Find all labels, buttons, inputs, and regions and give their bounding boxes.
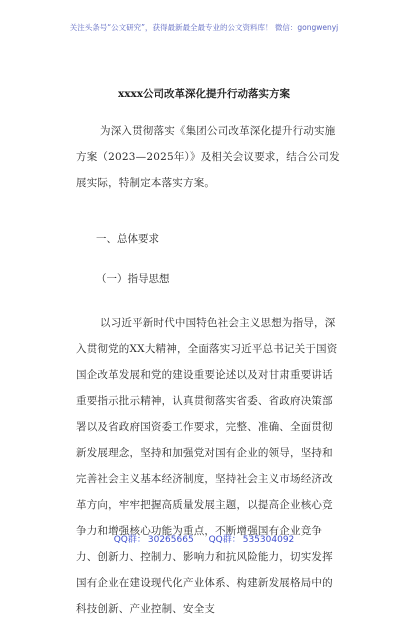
subsection-heading-guiding-ideology: （一）指导思想 (96, 273, 170, 285)
document-title: xxxx公司改革深化提升行动落实方案 (117, 88, 291, 100)
qq-group-2-number: 535304092 (242, 535, 295, 545)
body-paragraph (76, 310, 342, 622)
intro-text: 为深入贯彻落实《集团公司改革深化提升行动实施方案（2023—2025年）》及相关会议要求，结合公司发展实际，特制定本落实方案。 (76, 125, 340, 189)
qq-group-2-label: QQ群： (208, 535, 241, 545)
section-heading-general-requirements: 一、总体要求 (96, 233, 159, 245)
qq-group-1-label: QQ群： (113, 535, 146, 545)
intro-paragraph (76, 118, 342, 196)
qq-group-1 (114, 532, 194, 545)
qq-group-2 (209, 532, 295, 545)
header-promo-note: 关注头条号“公文研究”，获得最新最全最专业的公文资料库！ 微信：gongwenyj (69, 23, 339, 32)
qq-group-1-number: 30265665 (147, 535, 194, 545)
body-text: 以习近平新时代中国特色社会主义思想为指导，深入贯彻党的XX大精神，全面落实习近平总书记关于国资国企改革发展和党的建设重要论述以及对甘肃重要讲话重要指示批示精神，认真贯彻落实省委、省政府决策部署以及省政府国资委工作要求，完整、准确、全面贯彻新发展理念，坚持和加强党对国有企业的领导，坚持和完善社会主义基本经济制度，坚持社会主义市场经济改革方向，牢牢把握高质量发展主题，以提高企业核心竞争力和增强核心功能为重点，不断增强国有企业竞争力、创新力、控制力、影响力和抗风险能力，切实发挥国有企业在建设现代化产业体系、构建新发展格局中的科技创新、产业控制、安全支 (76, 317, 338, 615)
footer-contact (0, 532, 408, 545)
